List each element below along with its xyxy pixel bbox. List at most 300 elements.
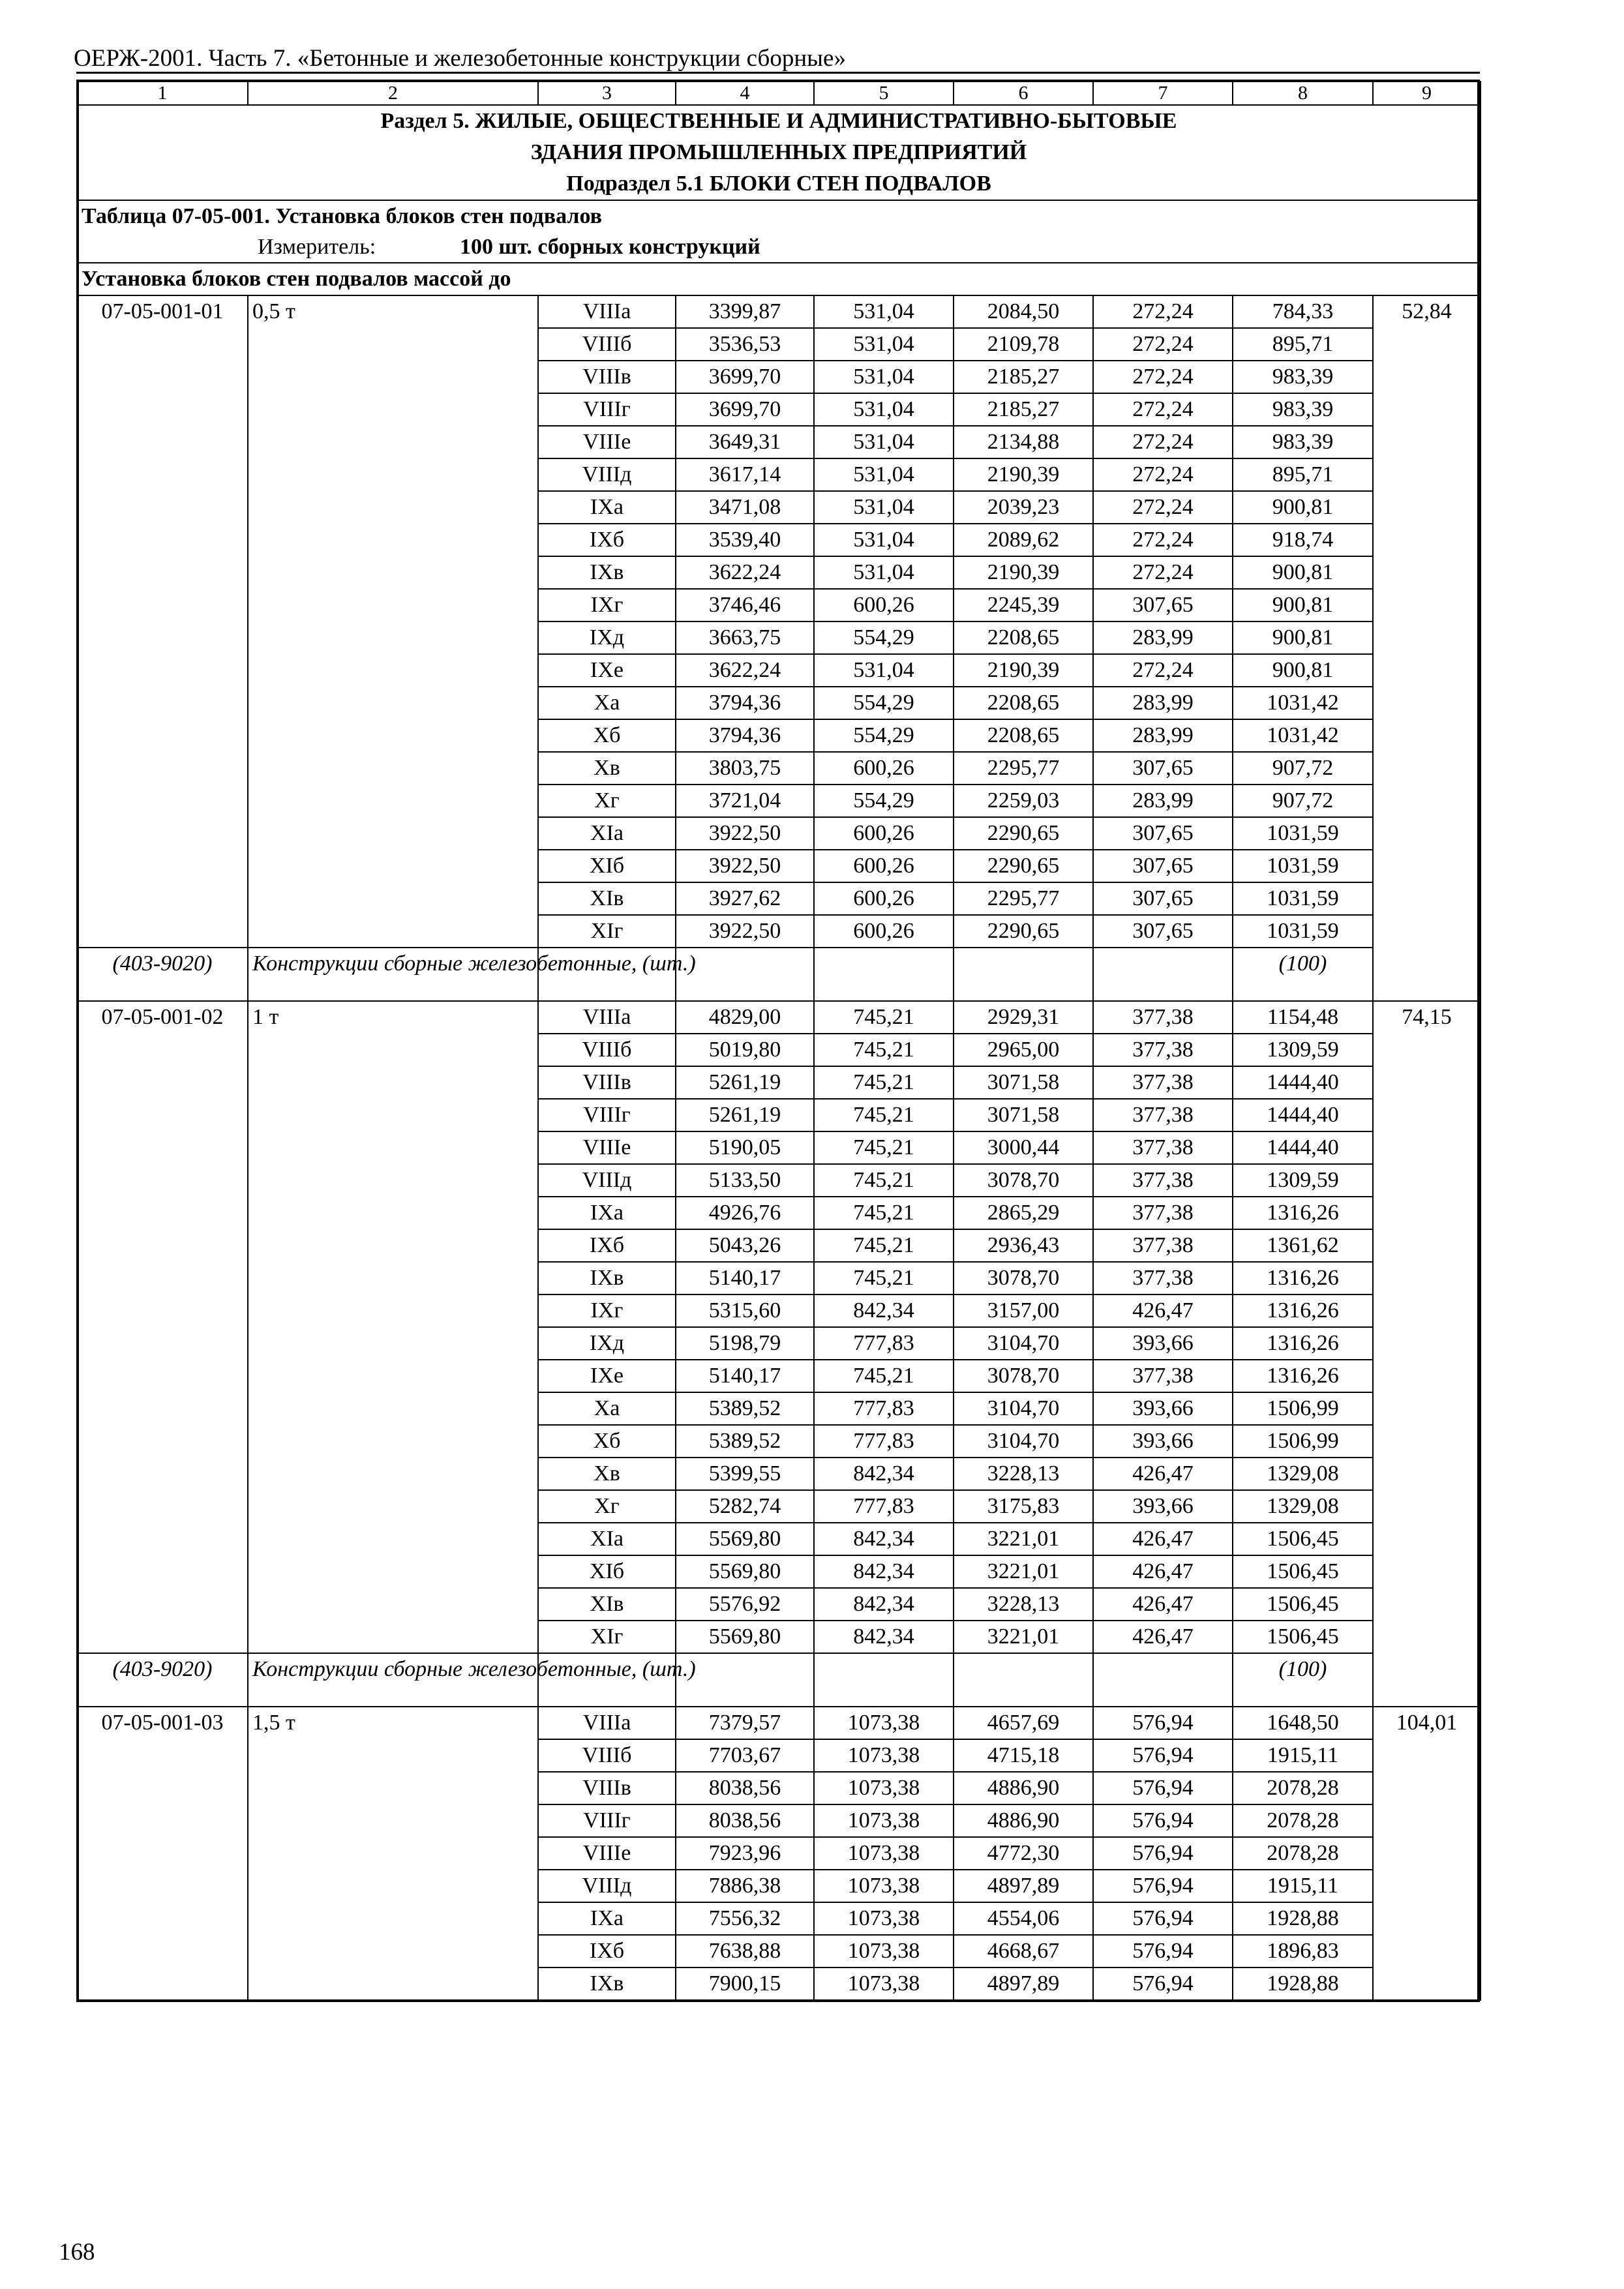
zone-code: XIа [538,1523,676,1555]
price-value: 377,38 [1093,1066,1233,1099]
price-value: 895,71 [1233,328,1373,361]
price-value: 2290,65 [954,850,1093,882]
price-value: 3221,01 [954,1621,1093,1653]
price-value: 4886,90 [954,1772,1093,1804]
price-value: 377,38 [1093,1164,1233,1197]
resource-description: Конструкции сборные железобетонные, (шт.) [248,948,538,1001]
price-value: 784,33 [1233,295,1373,328]
price-value: 3104,70 [954,1392,1093,1425]
price-value: 1073,38 [814,1935,954,1967]
price-value: 2078,28 [1233,1804,1373,1837]
price-value: 1506,99 [1233,1425,1373,1458]
column-number: 1 [77,82,248,105]
empty-cell [954,1653,1093,1707]
price-value: 1309,59 [1233,1164,1373,1197]
price-value: 2078,28 [1233,1837,1373,1870]
price-value: 1031,59 [1233,850,1373,882]
price-value: 272,24 [1093,328,1233,361]
price-value: 745,21 [814,1034,954,1066]
price-value: 377,38 [1093,1034,1233,1066]
price-value: 3221,01 [954,1523,1093,1555]
meter-label: Измеритель: [258,235,376,259]
price-value: 554,29 [814,621,954,654]
item-code: 07-05-001-03 [77,1707,248,2000]
price-value: 600,26 [814,850,954,882]
table-row [77,1707,1481,1739]
price-value: 576,94 [1093,1772,1233,1804]
price-value: 576,94 [1093,1967,1233,2000]
price-value: 2245,39 [954,589,1093,621]
price-value: 531,04 [814,426,954,458]
price-value: 307,65 [1093,589,1233,621]
price-value: 842,34 [814,1294,954,1327]
price-value: 1316,26 [1233,1197,1373,1229]
price-value: 1073,38 [814,1707,954,1739]
column-number: 5 [814,82,954,105]
price-value: 307,65 [1093,817,1233,850]
rates-table [76,81,1481,2001]
price-value: 3539,40 [676,524,814,556]
price-value: 4657,69 [954,1707,1093,1739]
running-header: ОЕРЖ-2001. Часть 7. «Бетонные и железобетонные конструкции сборные» [74,45,846,72]
price-value: 907,72 [1233,752,1373,785]
section-title-line2: ЗДАНИЯ ПРОМЫШЛЕННЫХ ПРЕДПРИЯТИЙ [530,140,1027,164]
price-value: 3622,24 [676,556,814,589]
group-title-row [77,263,1481,295]
price-value: 5261,19 [676,1099,814,1131]
price-value: 900,81 [1233,621,1373,654]
price-value: 3663,75 [676,621,814,654]
price-value: 1506,45 [1233,1588,1373,1621]
item-code: 07-05-001-01 [77,295,248,948]
price-value: 3649,31 [676,426,814,458]
price-value: 1329,08 [1233,1490,1373,1523]
price-value: 5019,80 [676,1034,814,1066]
price-value: 377,38 [1093,1001,1233,1034]
price-value: 5140,17 [676,1360,814,1392]
price-value: 1506,45 [1233,1523,1373,1555]
price-value: 3922,50 [676,850,814,882]
meter-value: 100 шт. сборных конструкций [460,235,760,259]
zone-code: IXе [538,1360,676,1392]
table-row [77,1001,1481,1034]
price-value: 777,83 [814,1425,954,1458]
price-value: 426,47 [1093,1458,1233,1490]
price-value: 1444,40 [1233,1099,1373,1131]
price-value: 377,38 [1093,1229,1233,1262]
price-value: 745,21 [814,1197,954,1229]
price-value: 1073,38 [814,1772,954,1804]
price-value: 3078,70 [954,1262,1093,1294]
price-value: 1316,26 [1233,1360,1373,1392]
resource-quantity: (100) [1233,1653,1373,1707]
column-number: 7 [1093,82,1233,105]
price-value: 2089,62 [954,524,1093,556]
price-value: 745,21 [814,1262,954,1294]
price-value: 2109,78 [954,328,1093,361]
zone-code: VIIIв [538,1772,676,1804]
zone-code: XIб [538,850,676,882]
price-value: 2190,39 [954,458,1093,491]
price-value: 1915,11 [1233,1739,1373,1772]
price-value: 842,34 [814,1523,954,1555]
price-value: 377,38 [1093,1262,1233,1294]
price-value: 2208,65 [954,621,1093,654]
section-title [77,105,1481,200]
section-title-line1: Раздел 5. ЖИЛЫЕ, ОБЩЕСТВЕННЫЕ И АДМИНИСТРАТИВНО-БЫТОВЫЕ [380,109,1177,133]
price-value: 3922,50 [676,915,814,948]
header-rule [76,72,1480,74]
price-value: 1329,08 [1233,1458,1373,1490]
price-value: 3228,13 [954,1458,1093,1490]
zone-code: IXг [538,1294,676,1327]
zone-code: VIIIг [538,1099,676,1131]
price-value: 3721,04 [676,785,814,817]
price-value: 5133,50 [676,1164,814,1197]
price-value: 283,99 [1093,621,1233,654]
price-value: 1361,62 [1233,1229,1373,1262]
zone-code: Xг [538,785,676,817]
price-value: 7556,32 [676,1902,814,1935]
meter-line [82,232,1476,262]
zone-code: VIIIе [538,1837,676,1870]
zone-code: VIIIд [538,1870,676,1902]
zone-code: IXа [538,1197,676,1229]
price-value: 1154,48 [1233,1001,1373,1034]
price-value: 531,04 [814,393,954,426]
price-value: 1031,42 [1233,687,1373,719]
zone-code: IXв [538,1967,676,2000]
price-value: 426,47 [1093,1555,1233,1588]
price-value: 842,34 [814,1588,954,1621]
price-value: 777,83 [814,1490,954,1523]
zone-code: VIIIв [538,361,676,393]
price-value: 554,29 [814,719,954,752]
price-value: 5140,17 [676,1262,814,1294]
price-value: 1073,38 [814,1837,954,1870]
resource-code: (403-9020) [77,1653,248,1707]
zone-code: VIIIе [538,1131,676,1164]
price-value: 918,74 [1233,524,1373,556]
price-value: 5043,26 [676,1229,814,1262]
price-value: 3000,44 [954,1131,1093,1164]
price-value: 272,24 [1093,458,1233,491]
price-value: 576,94 [1093,1870,1233,1902]
zone-code: IXд [538,1327,676,1360]
empty-cell [814,948,954,1001]
zone-code: XIв [538,1588,676,1621]
price-value: 283,99 [1093,719,1233,752]
price-value: 3071,58 [954,1099,1093,1131]
zone-code: XIв [538,882,676,915]
zone-code: Xб [538,1425,676,1458]
price-value: 2185,27 [954,393,1093,426]
price-value: 4886,90 [954,1804,1093,1837]
labor-cost: 104,01 [1373,1707,1481,2000]
price-value: 3794,36 [676,687,814,719]
price-value: 7638,88 [676,1935,814,1967]
price-value: 3927,62 [676,882,814,915]
price-value: 393,66 [1093,1490,1233,1523]
price-value: 2290,65 [954,915,1093,948]
table-row [77,295,1481,328]
price-value: 3399,87 [676,295,814,328]
price-value: 2134,88 [954,426,1093,458]
price-value: 2259,03 [954,785,1093,817]
price-value: 3471,08 [676,491,814,524]
price-value: 531,04 [814,491,954,524]
zone-code: XIа [538,817,676,850]
empty-cell [814,1653,954,1707]
item-name: 0,5 т [248,295,538,948]
price-value: 7703,67 [676,1739,814,1772]
price-value: 2190,39 [954,556,1093,589]
price-value: 3104,70 [954,1425,1093,1458]
price-value: 272,24 [1093,524,1233,556]
price-value: 377,38 [1093,1360,1233,1392]
zone-code: Xа [538,1392,676,1425]
price-value: 272,24 [1093,426,1233,458]
price-value: 1073,38 [814,1902,954,1935]
price-value: 2185,27 [954,361,1093,393]
price-value: 576,94 [1093,1707,1233,1739]
price-value: 1073,38 [814,1739,954,1772]
labor-cost: 74,15 [1373,1001,1481,1707]
price-value: 5315,60 [676,1294,814,1327]
resource-row [77,1653,1481,1707]
column-number: 8 [1233,82,1373,105]
price-value: 1506,45 [1233,1555,1373,1588]
price-value: 4772,30 [954,1837,1093,1870]
price-value: 745,21 [814,1099,954,1131]
zone-code: VIIIб [538,1739,676,1772]
price-value: 1506,99 [1233,1392,1373,1425]
price-value: 8038,56 [676,1804,814,1837]
table-title [77,200,1481,263]
price-value: 2290,65 [954,817,1093,850]
price-value: 5399,55 [676,1458,814,1490]
price-value: 531,04 [814,328,954,361]
price-value: 531,04 [814,295,954,328]
column-number: 6 [954,82,1093,105]
price-value: 3104,70 [954,1327,1093,1360]
price-value: 1928,88 [1233,1902,1373,1935]
price-value: 3157,00 [954,1294,1093,1327]
price-value: 1316,26 [1233,1262,1373,1294]
zone-code: VIIIа [538,1707,676,1739]
column-number: 4 [676,82,814,105]
price-value: 900,81 [1233,654,1373,687]
price-value: 5569,80 [676,1523,814,1555]
zone-code: XIб [538,1555,676,1588]
zone-code: IXа [538,1902,676,1935]
price-value: 531,04 [814,524,954,556]
price-value: 272,24 [1093,556,1233,589]
zone-code: IXв [538,556,676,589]
zone-code: IXб [538,1229,676,1262]
price-value: 377,38 [1093,1131,1233,1164]
price-value: 2936,43 [954,1229,1093,1262]
zone-code: VIIIб [538,328,676,361]
price-value: 576,94 [1093,1902,1233,1935]
price-value: 7886,38 [676,1870,814,1902]
price-value: 4897,89 [954,1870,1093,1902]
price-value: 1928,88 [1233,1967,1373,2000]
zone-code: IXд [538,621,676,654]
empty-cell [1093,1653,1233,1707]
price-value: 426,47 [1093,1523,1233,1555]
price-value: 745,21 [814,1001,954,1034]
column-number: 2 [248,82,538,105]
zone-code: Xб [538,719,676,752]
price-value: 1316,26 [1233,1294,1373,1327]
price-value: 600,26 [814,589,954,621]
price-value: 5389,52 [676,1392,814,1425]
price-value: 3746,46 [676,589,814,621]
empty-cell [676,1653,814,1707]
price-value: 1506,45 [1233,1621,1373,1653]
price-value: 576,94 [1093,1739,1233,1772]
price-value: 1648,50 [1233,1707,1373,1739]
price-value: 272,24 [1093,361,1233,393]
resource-quantity: (100) [1233,948,1373,1001]
price-value: 4897,89 [954,1967,1093,2000]
price-value: 307,65 [1093,752,1233,785]
price-value: 272,24 [1093,393,1233,426]
price-value: 3078,70 [954,1360,1093,1392]
zone-code: Xв [538,1458,676,1490]
price-value: 283,99 [1093,785,1233,817]
price-value: 531,04 [814,458,954,491]
zone-code: Xв [538,752,676,785]
price-value: 7923,96 [676,1837,814,1870]
table-title-text: Таблица 07-05-001. Установка блоков стен подвалов [82,204,602,228]
price-value: 1896,83 [1233,1935,1373,1967]
price-value: 3536,53 [676,328,814,361]
price-value: 2078,28 [1233,1772,1373,1804]
zone-code: VIIIг [538,393,676,426]
zone-code: VIIIв [538,1066,676,1099]
price-value: 307,65 [1093,850,1233,882]
price-value: 1031,59 [1233,817,1373,850]
price-value: 531,04 [814,654,954,687]
price-value: 983,39 [1233,393,1373,426]
price-value: 576,94 [1093,1837,1233,1870]
price-value: 4554,06 [954,1902,1093,1935]
price-value: 2084,50 [954,295,1093,328]
price-value: 3078,70 [954,1164,1093,1197]
section-title-row [77,105,1481,200]
price-value: 5389,52 [676,1425,814,1458]
price-value: 2208,65 [954,719,1093,752]
price-value: 4715,18 [954,1739,1093,1772]
zone-code: VIIIа [538,295,676,328]
price-value: 3622,24 [676,654,814,687]
resource-description: Конструкции сборные железобетонные, (шт.) [248,1653,538,1707]
price-value: 907,72 [1233,785,1373,817]
price-value: 5576,92 [676,1588,814,1621]
price-value: 5190,05 [676,1131,814,1164]
price-value: 2929,31 [954,1001,1093,1034]
price-value: 554,29 [814,785,954,817]
price-value: 777,83 [814,1392,954,1425]
section-subsection: Подраздел 5.1 БЛОКИ СТЕН ПОДВАЛОВ [566,172,991,196]
price-value: 1309,59 [1233,1034,1373,1066]
price-value: 272,24 [1093,491,1233,524]
zone-code: VIIIд [538,458,676,491]
price-value: 2295,77 [954,752,1093,785]
price-value: 1073,38 [814,1870,954,1902]
price-value: 600,26 [814,752,954,785]
price-value: 983,39 [1233,426,1373,458]
price-value: 307,65 [1093,915,1233,948]
group-title: Установка блоков стен подвалов массой до [77,263,1481,295]
price-value: 426,47 [1093,1621,1233,1653]
price-value: 393,66 [1093,1425,1233,1458]
price-value: 2965,00 [954,1034,1093,1066]
price-value: 983,39 [1233,361,1373,393]
price-value: 1031,42 [1233,719,1373,752]
price-value: 1444,40 [1233,1066,1373,1099]
price-value: 426,47 [1093,1294,1233,1327]
price-value: 1031,59 [1233,882,1373,915]
price-value: 777,83 [814,1327,954,1360]
price-value: 745,21 [814,1131,954,1164]
price-value: 1444,40 [1233,1131,1373,1164]
empty-cell [676,948,814,1001]
price-value: 3803,75 [676,752,814,785]
item-code: 07-05-001-02 [77,1001,248,1653]
price-value: 600,26 [814,817,954,850]
price-value: 576,94 [1093,1935,1233,1967]
empty-cell [1093,948,1233,1001]
price-value: 2295,77 [954,882,1093,915]
price-value: 307,65 [1093,882,1233,915]
item-name: 1 т [248,1001,538,1653]
price-value: 3794,36 [676,719,814,752]
zone-code: IXб [538,1935,676,1967]
resource-row [77,948,1481,1001]
price-value: 600,26 [814,882,954,915]
zone-code: IXе [538,654,676,687]
price-value: 3221,01 [954,1555,1093,1588]
price-value: 377,38 [1093,1197,1233,1229]
price-value: 3922,50 [676,817,814,850]
price-value: 3228,13 [954,1588,1093,1621]
zone-code: Xа [538,687,676,719]
zone-code: Xг [538,1490,676,1523]
column-number: 9 [1373,82,1481,105]
price-value: 2039,23 [954,491,1093,524]
column-number-row [77,82,1481,105]
price-value: 842,34 [814,1555,954,1588]
price-value: 895,71 [1233,458,1373,491]
price-value: 3699,70 [676,393,814,426]
price-value: 745,21 [814,1164,954,1197]
price-value: 7900,15 [676,1967,814,2000]
empty-cell [954,948,1093,1001]
price-value: 272,24 [1093,295,1233,328]
price-value: 2865,29 [954,1197,1093,1229]
column-number: 3 [538,82,676,105]
price-value: 377,38 [1093,1099,1233,1131]
price-value: 3617,14 [676,458,814,491]
labor-cost: 52,84 [1373,295,1481,1001]
price-value: 900,81 [1233,491,1373,524]
price-value: 1915,11 [1233,1870,1373,1902]
zone-code: VIIIб [538,1034,676,1066]
zone-code: XIг [538,915,676,948]
